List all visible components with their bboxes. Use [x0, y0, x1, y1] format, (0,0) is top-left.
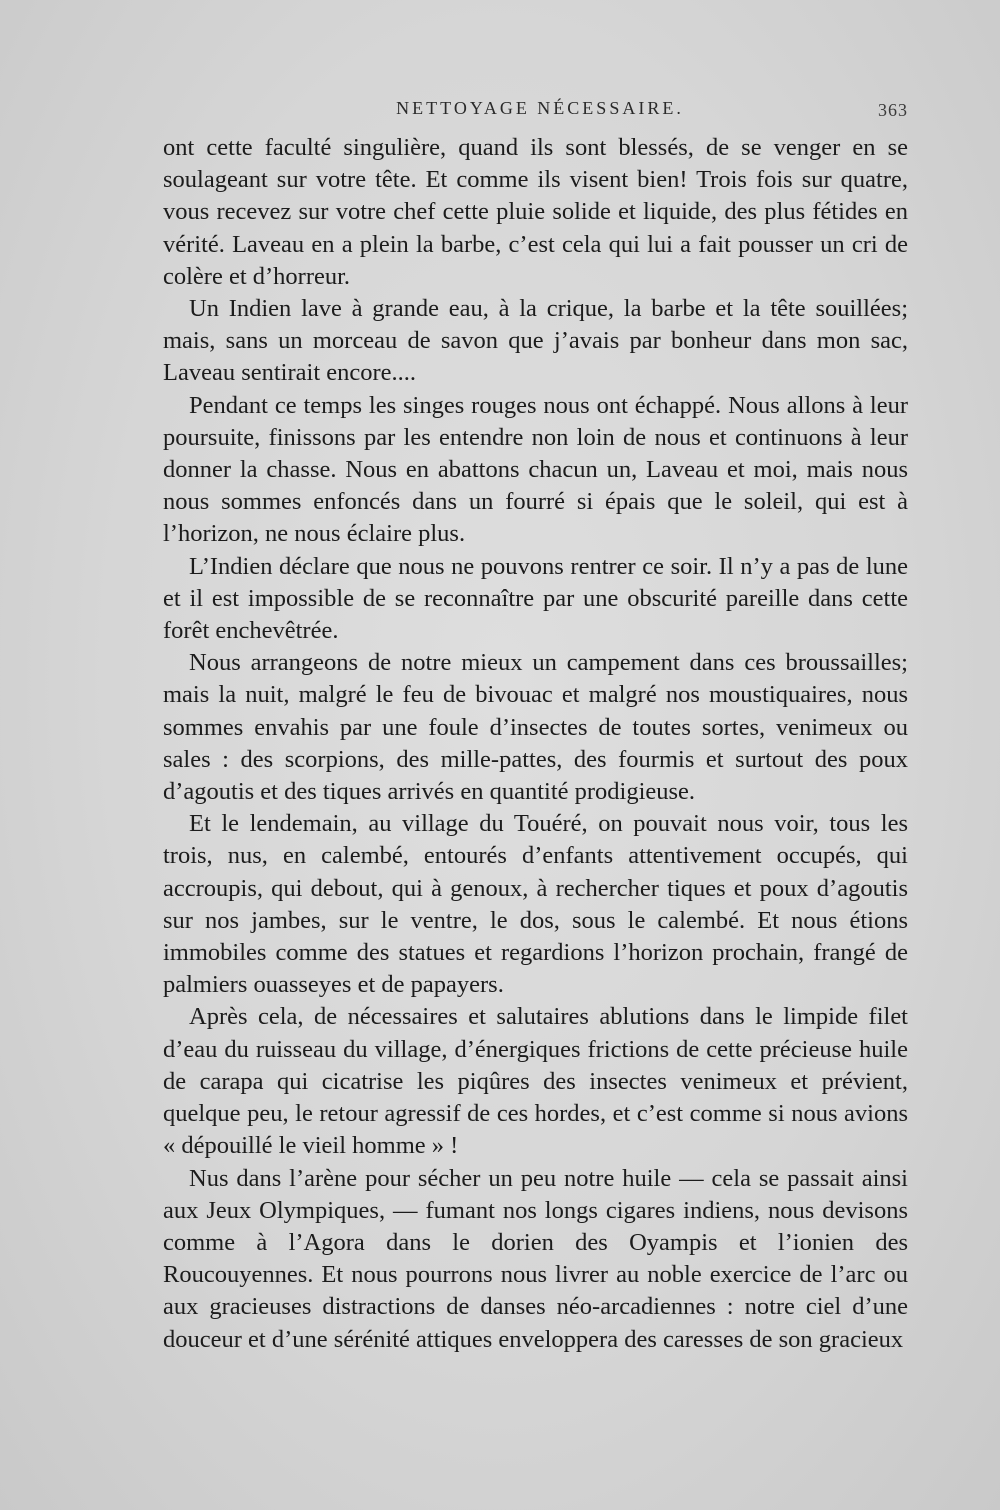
page-number: 363 — [878, 100, 908, 120]
paragraph: Pendant ce temps les singes rouges nous ont échappé. Nous allons à leur poursuite, finissons par les entendre non loin de nous et continuons à leur donner la chasse. Nous en abattons chacun un, Laveau et moi, mais nous nous sommes enfoncés dans un fourré si épais que le soleil, qui est à l’horizon, ne nous éclaire plus. — [163, 391, 908, 548]
paragraph: Nus dans l’arène pour sécher un peu notre huile — cela se passait ainsi aux Jeux Olympiques, — fumant nos longs cigares indiens, nous devisons comme à l’Agora dans le dorien des Oyampis et l’ionien des Roucouyennes. Et nous pourrons nous livrer au noble exercice de l’arc ou aux gracieuses distractions de danses néo-arcadiennes : notre ciel d’une douceur et d’une sérénité attiques enveloppera des caresses de son gracieux — [163, 1164, 908, 1353]
paragraph-continuation: ont cette faculté singulière, quand ils sont blessés, de se venger en se soulageant sur votre tête. Et comme ils visent bien! Trois fois sur quatre, vous recevez sur votre chef cette pluie solide et liquide, des plus fétides en vérité. Laveau en a plein la barbe, c’est cela qui lui a fait pousser un cri de colère et d’horreur. — [163, 134, 908, 290]
running-title: NETTOYAGE NÉCESSAIRE. — [396, 98, 684, 118]
paragraph: Après cela, de nécessaires et salutaires ablutions dans le limpide filet d’eau du ruisseau du village, d’énergiques frictions de cette précieuse huile de carapa qui cicatrise les piqûres des insectes venimeux et prévient, quelque peu, le retour agressif de ces hordes, et c’est comme si nous avions « dépouillé le vieil homme » ! — [163, 1003, 908, 1160]
paragraph: Et le lendemain, au village du Touéré, on pouvait nous voir, tous les trois, nus, en calembé, entourés d’enfants attentivement occupés, qui accroupis, qui debout, qui à genoux, à rechercher tiques et poux d’agoutis sur nos jambes, sur le ventre, le dos, sous le calembé. Et nous étions immobiles comme des statues et regardions l’horizon prochain, frangé de palmiers ouasseyes et de papayers. — [163, 810, 908, 999]
running-header — [0, 96, 1000, 126]
paragraph: Un Indien lave à grande eau, à la crique, la barbe et la tête souillées; mais, sans un morceau de savon que j’avais par bonheur dans mon sac, Laveau sentirait encore.... — [163, 295, 908, 387]
body-text — [163, 132, 908, 1356]
paragraph: L’Indien déclare que nous ne pouvons rentrer ce soir. Il n’y a pas de lune et il est impossible de se reconnaître par une obscurité pareille dans cette forêt enchevêtrée. — [163, 552, 908, 645]
paragraph: Nous arrangeons de notre mieux un campement dans ces broussailles; mais la nuit, malgré le feu de bivouac et malgré nos moustiquaires, nous sommes envahis par une foule d’insectes de toutes sortes, venimeux ou sales : des scorpions, des mille-pattes, des fourmis et surtout des poux d’agoutis et des tiques arrivés en quantité prodigieuse. — [163, 649, 908, 806]
